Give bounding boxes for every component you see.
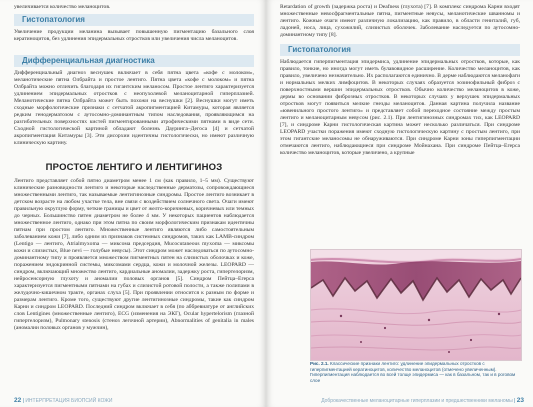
figure-caption (310, 361, 522, 383)
right-para-top: Retardation of growth (задержка роста) и Deafness (глухота) [7]. В комплекс синдрома Карни входят множественные невосфрагментальные пятна, пигментные невусы, меланотические шванномы и лентиго. Кожные очаги имеют различную локализацию, как правило, в области гениталий, губ, ладоней, носа, лица, сухожилий, слизистых оболочек. Заболевание наследуется по аутосомно-доминантному типу [8]. (280, 4, 520, 38)
right-page-number: 23 (516, 397, 524, 404)
right-running-head: Доброкачественные меланоцитарные гиперплазии и предшественники меланомы (321, 398, 513, 404)
footer-separator-right: | (514, 398, 517, 404)
left-running-head: ИНТЕРПРЕТАЦИЯ БИОПСИЙ КОЖИ (25, 398, 113, 404)
left-para-histology: Увеличение продукции меланина вызывает повышенную пигментацию базального слоя кератиноцитов, без удлинения эпидермальных отростков или увеличения числа меланоцитов. (14, 29, 254, 42)
right-para-histology: Наблюдается гиперпигментация эпидермиса, удлинение эпидермальных отростков, которые, как правило, тонкие, но иногда могут иметь булавовидное расширение. Количество меланоцитов, как правило, увеличено незначительно. Их располагаются единично. В дерме наблюдаются меланофаги и нормальных мелких лимфоцитов. В некоторых случаях образуется эозинофильный фиброз с поверхностными вершин эпидермальных отростков. Обычно количество меланоцитов в коже, дермы во основании фиброзных отростков. В некоторых случаях у верхушек эпидермальных отростков могут появиться мелкие гнезды меланоцитов. Данная картина получила название «ювенильного простого лентиго» и представляет собой переходное состояние между простым лентиго и меланоцитарным невусом (рис. 2.1). При лентигинозных синдромах тих, как LEOPARD [7], и синдроме Карни гистологическая картина может несколько различаться. При синдроме LEOPARD участки поражения имеют сходную гистологическую картину с простым лентиго, при этом гигантские меланосомы не обнаруживаются. При синдроме Карни зоны гиперпигментации отмечаются лентиго, наблюдающиеся при синдроме Мойнахана. При синдроме Пейтца–Егерса количество меланоцитов, которые увеличено, а крупные (280, 59, 520, 156)
left-heading-diff: Дифференциальная диагностика (14, 55, 254, 67)
caption-label: Рис. 2.1. (310, 361, 329, 366)
histology-figure (310, 249, 522, 361)
histology-image (311, 250, 521, 360)
left-page-number: 22 (14, 397, 22, 404)
footer-separator-left: | (22, 398, 26, 404)
caption-text: Классические признаки лентиго: удлинение эпидермальных отростков с гиперпигментацией кератиноцитов, количество меланоцитов (отмечено увеличенным). Гиперпигментация наблюдается во всей толще эпидермиса — как в базальном, так и в роговом слое (310, 361, 516, 383)
right-heading-histology: Гистопатология (280, 44, 520, 56)
left-para-top: увеличивается количество меланоцитов. (14, 4, 111, 10)
left-heading-histology: Гистопатология (14, 14, 254, 26)
right-footer (308, 396, 524, 405)
lentigo-title: ПРОСТОЕ ЛЕНТИГО И ЛЕНТИГИНОЗ (45, 162, 223, 173)
left-para-lentigo: Лентиго представляет собой пятно диаметром менее 1 см (как правило, 1–5 мм). Существуют клинические разновидности лентиго и некоторые наследственные дерматозы, сопровождающиеся множественными лентиго, так называемые лентигинозные синдромы. Простое лентиго возникает в детском возрасте на любом участке тела, вне связи с воздействием солнечного света. Очаги имеют правильную округлую форму, четкие границы и цвет от желто-коричневых, коричневых или темных до черных. Большинство пятен диаметром не более 4 мм. У некоторых пациентов наблюдается множественное лентиго, однако при этом пятна по своим морфологическим признакам идентичны пятнам при простом лентиго. Множественные лентиго являются либо самостоятельным заболеванием кожи [7], либо одним из признаков системных синдромов, таких как LAMB-синдром (Lentigo — лентиго, Atrialmyxoma — миксома предсердия, Mucocutaneous myxoma — миксомы кожи и слизистых, Blue nevi — голубые невусы). Этот синдром может наследоваться по аутосомно-доминантному типу и проявляется множеством пигментных пятен на слизистых оболочках и коже, поражением эндокринной системы, миксомами сердца, кожи и молочной железы. LEOPARD — синдром, включающий множество лентиго, кардиальные аномалии, задержку роста, гипертелоризм, нейросенсорную глухоту и аномалии половых органов [5]. Синдром Пейтца–Егерса характеризуется пигментными пятнами на губах и слизистой ротовой полости, а также полипами в желудочно-кишечном тракте, органах слуха [5]. При проявлении относится к разным по форме и размерам лентиго. Кроме того, существуют другие лентигинозные синдромы, такие как синдром Карни и синдром LEOPARD. Последний синдром включает в себя (по аббревиатуре от английских слов Lentigines (множественные лентиго), ECG (изменения на ЭКГ), Ocular hypertelorism (глазной гипертелоризм), Pulmonary stenosis (стеноз легочной артерии), Abnormalities of genitalia in males (аномалии половых органов у мужчин), (14, 178, 254, 331)
left-para-diff: Дифференциальный диагноз веснушек включает в себя пятна цвета «кофе с молоком», меланотические пятна Олбрайта и простое лентиго. Пятна цвета «кофе с молоком» и пятна Олбрайта можно отличить благодаря их гигантским меланосом. Простое лентиго характеризуется удлинением эпидермальных отростков с неопухолевой меланоцитарной гиперплазией. Меланотические пятна Олбрайта может быть похожи на веснушки [2]. Веснушки могут иметь сходные морфологические признаки с сетчатой акропигментацией Китамуры, которая является редким генодерматозом с аутосомно-доминантным типом наследования, проявляющимся на разгибательных поверхностях кистей пигментированными атрофическими пятнами в виде сети. Сходной гистологической картиной обладают болезнь Дауринга–Дегоса [4] и сетчатой акропигментация Китамуры [3]. Эти дисорхии идентичны гистологически, но имеют различную клиническую картину. (14, 70, 254, 146)
left-footer (14, 396, 254, 405)
